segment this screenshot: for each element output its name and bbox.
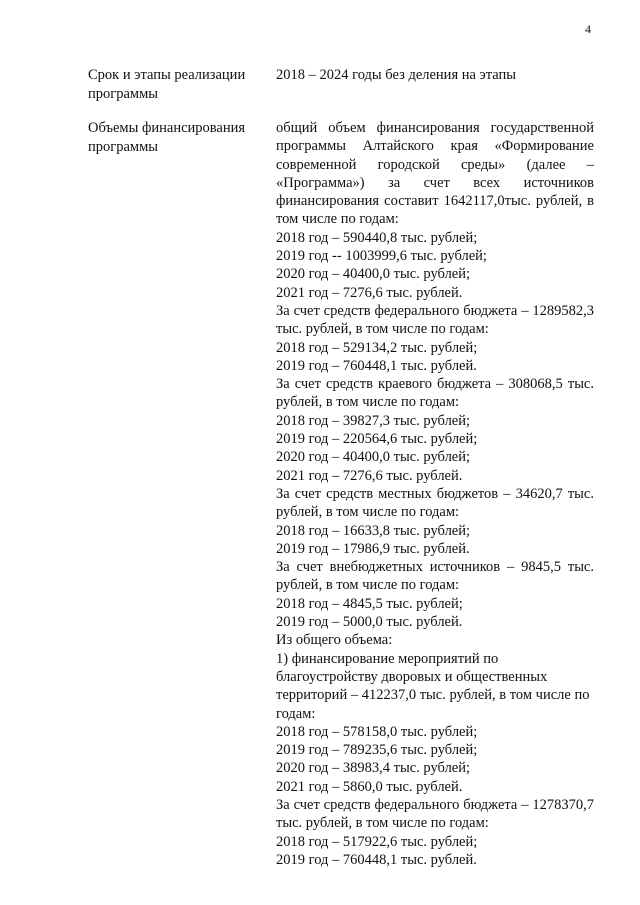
financing-intro: общий объем финансирования государственной программы Алтайского края «Формирование современной городской среды» (далее – «Программа») за счет всех источников финансирования составит 1642117,0тыс. рублей, в том числе по годам: (276, 120, 594, 228)
year-line: 2019 год – 789235,6 тыс. рублей; (276, 742, 478, 759)
row-value-timeline: 2018 – 2024 годы без деления на этапы (276, 67, 517, 83)
row-label-timeline: Срок и этапы реализации программы (88, 67, 246, 102)
extrabudget-intro: За счет внебюджетных источников – 9845,5 тыс. рублей, в том числе по годам: (276, 559, 594, 594)
item1-federal-intro: За счет средств федерального бюджета – 1278370,7 тыс. рублей, в том числе по годам: (276, 796, 594, 832)
year-line: 2019 год – 760448,1 тыс. рублей. (276, 357, 477, 374)
federal-intro: За счет средств федерального бюджета – 1289582,3 тыс. рублей, в том числе по годам: (276, 302, 594, 338)
row-label-financing: Объемы финансирования программы (88, 120, 246, 155)
year-line: 2018 год – 39827,3 тыс. рублей; (276, 412, 471, 429)
year-line: 2021 год – 7276,6 тыс. рублей. (276, 467, 463, 484)
regional-intro: За счет средств краевого бюджета – 308068,5 тыс. рублей, в том числе по годам: (276, 376, 594, 411)
of-total-heading: Из общего объема: (276, 632, 393, 649)
year-line: 2021 год – 5860,0 тыс. рублей. (276, 778, 463, 795)
year-line: 2018 год – 4845,5 тыс. рублей; (276, 595, 463, 612)
year-line: 2019 год -- 1003999,6 тыс. рублей; (276, 248, 487, 265)
local-intro: За счет средств местных бюджетов – 34620,7 тыс. рублей, в том числе по годам: (276, 485, 594, 521)
year-line: 2018 год – 578158,0 тыс. рублей; (276, 723, 478, 740)
year-line: 2018 год – 529134,2 тыс. рублей; (276, 339, 478, 356)
year-line: 2019 год – 220564,6 тыс. рублей; (276, 431, 478, 448)
page-number: 4 (585, 22, 591, 36)
year-line: 2020 год – 38983,4 тыс. рублей; (276, 760, 471, 777)
year-line: 2019 год – 5000,0 тыс. рублей. (276, 614, 463, 631)
year-line: 2020 год – 40400,0 тыс. рублей; (276, 266, 471, 283)
year-line: 2019 год – 17986,9 тыс. рублей. (276, 540, 470, 557)
year-line: 2020 год – 40400,0 тыс. рублей; (276, 449, 471, 466)
financing-text (276, 119, 594, 869)
year-line: 2019 год – 760448,1 тыс. рублей. (276, 851, 477, 868)
year-line: 2021 год – 7276,6 тыс. рублей. (276, 284, 463, 301)
year-line: 2018 год – 16633,8 тыс. рублей; (276, 522, 471, 539)
year-line: 2018 год – 517922,6 тыс. рублей; (276, 833, 478, 850)
item1-text: 1) финансирование мероприятий по благоустройству дворовых и общественных территорий – 412237,0 тыс. рублей, в том числе по годам: (276, 650, 590, 722)
year-line: 2018 год – 590440,8 тыс. рублей; (276, 229, 478, 246)
